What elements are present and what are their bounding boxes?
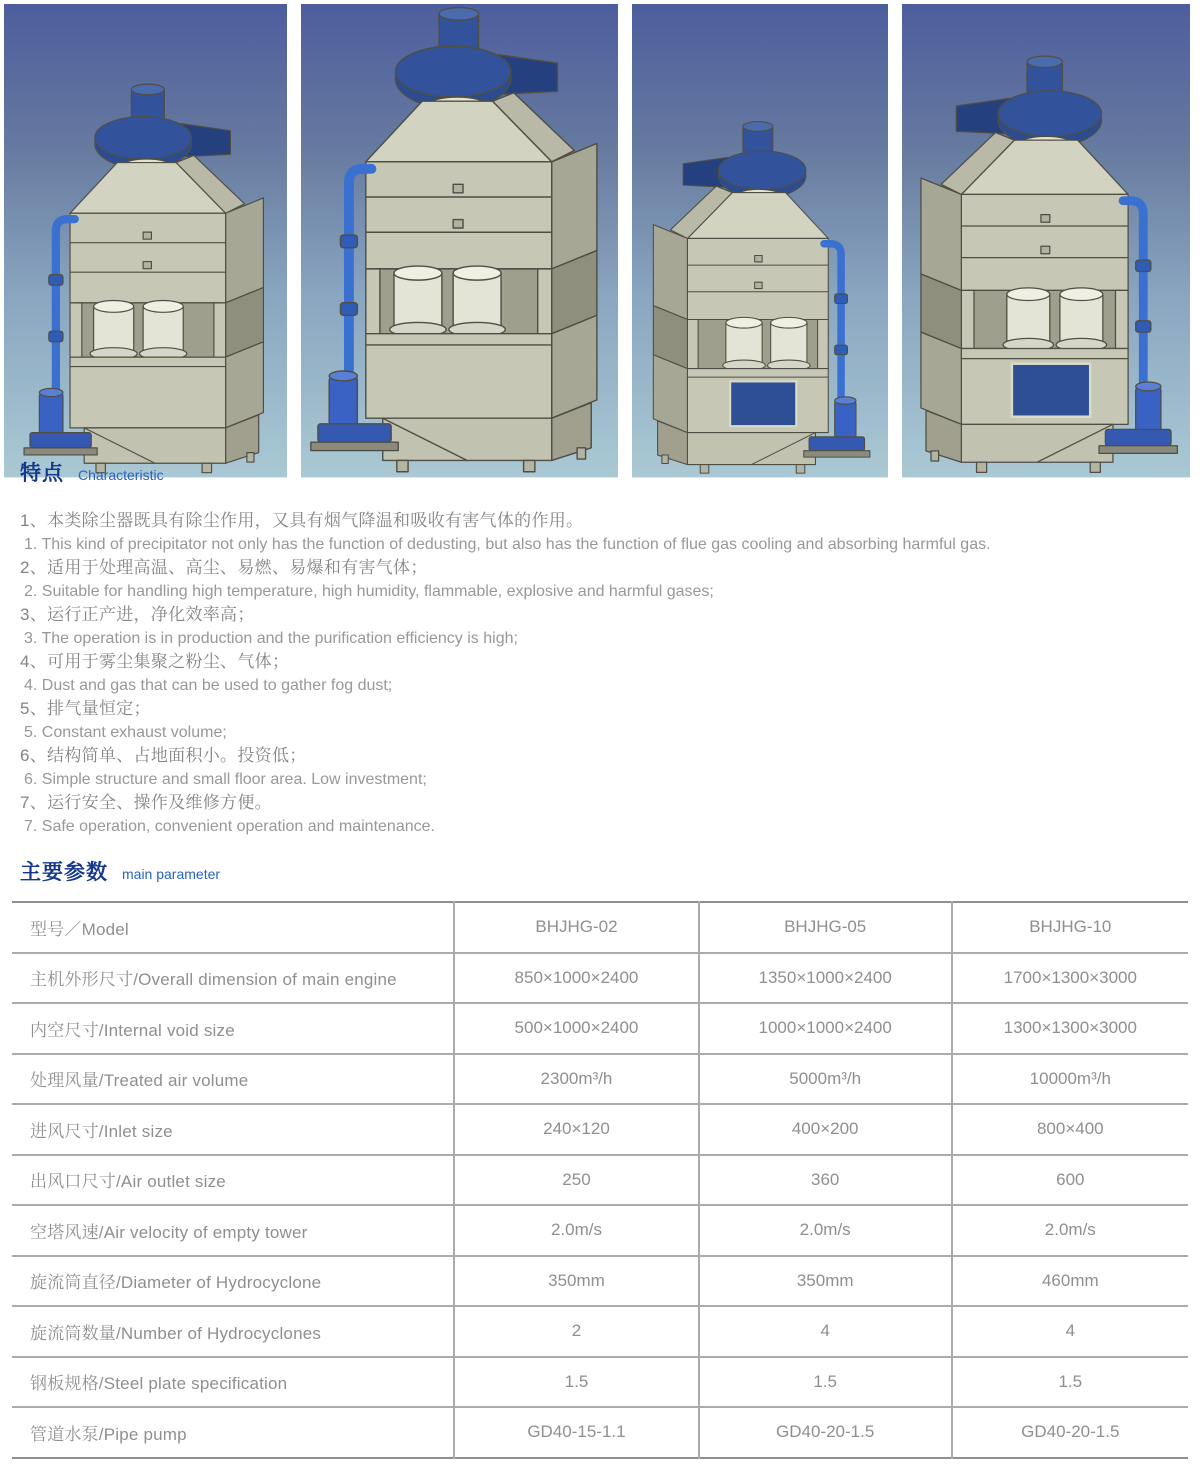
parameter-value: 2.0m/s (454, 1205, 699, 1256)
parameter-label: 出风口尺寸/Air outlet size (30, 1172, 226, 1192)
parameter-value: 2.0m/s (699, 1205, 952, 1256)
parameter-row (12, 1155, 1188, 1206)
parameter-value: 4 (952, 1306, 1188, 1357)
parameter-label: 空塔风速/Air velocity of empty tower (30, 1222, 308, 1242)
parameter-row (12, 1054, 1188, 1105)
parameter-label: 旋流筒数量/Number of Hydrocyclones (30, 1323, 322, 1343)
characteristic-item-cn: 1、本类除尘器既具有除尘作用，又具有烟气降温和吸收有害气体的作用。 (20, 511, 584, 530)
parameter-row (12, 1003, 1188, 1054)
parameter-row (12, 1407, 1188, 1458)
parameter-label: 进风尺寸/Inlet size (30, 1121, 173, 1141)
characteristic-item-cn: 6、结构简单、占地面积小。投资低； (20, 746, 307, 765)
dust-collector-illustration-2 (301, 4, 618, 477)
parameter-label: 钢板规格/Steel plate specification (30, 1374, 288, 1394)
dust-collector-illustration-1 (4, 4, 287, 477)
characteristic-item-cn: 2、适用于处理高温、高尘、易燃、易爆和有害气体； (20, 558, 428, 577)
parameters-table (12, 901, 1188, 1459)
parameter-value: 2 (454, 1306, 699, 1357)
product-render-panel-3 (632, 4, 888, 478)
characteristic-item-en: 2. Suitable for handling high temperature, high humidity, flammable, explosive and harmful gases; (24, 582, 714, 600)
parameter-value: GD40-20-1.5 (699, 1407, 952, 1458)
parameter-value: 2.0m/s (952, 1205, 1188, 1256)
parameter-value: 800×400 (952, 1104, 1188, 1155)
parameter-row (12, 1357, 1188, 1408)
characteristic-item-cn: 4、可用于雾尘集聚之粉尘、气体； (20, 652, 290, 671)
parameter-label: 处理风量/Treated air volume (30, 1071, 249, 1091)
parameter-value: 240×120 (454, 1104, 699, 1155)
parameter-value: 1.5 (699, 1357, 952, 1408)
characteristics-list (20, 509, 1180, 838)
parameter-value: 350mm (454, 1256, 699, 1307)
parameter-value: 1300×1300×3000 (952, 1003, 1188, 1054)
parameter-value: BHJHG-02 (454, 902, 699, 953)
characteristic-item-cn: 5、排气量恒定； (20, 699, 151, 718)
parameter-label: 内空尺寸/Internal void size (30, 1020, 235, 1040)
parameter-row (12, 902, 1188, 953)
parameter-value: 1700×1300×3000 (952, 953, 1188, 1004)
characteristic-item-en: 5. Constant exhaust volume; (24, 723, 227, 741)
parameter-value: BHJHG-10 (952, 902, 1188, 953)
parameter-value: 2300m³/h (454, 1054, 699, 1105)
parameter-value: 600 (952, 1155, 1188, 1206)
characteristics-title-cn: 特点 (20, 462, 64, 485)
parameter-value: 1.5 (952, 1357, 1188, 1408)
characteristic-item-cn: 3、运行正产进，净化效率高； (20, 605, 255, 624)
parameter-value: GD40-20-1.5 (952, 1407, 1188, 1458)
parameter-label: 主机外形尺寸/Overall dimension of main engine (30, 970, 397, 990)
parameter-row (12, 1104, 1188, 1155)
parameter-value: 350mm (699, 1256, 952, 1307)
parameter-value: 1.5 (454, 1357, 699, 1408)
parameter-row (12, 1306, 1188, 1357)
parameters-title (12, 856, 1188, 886)
parameter-row (12, 953, 1188, 1004)
parameter-value: 400×200 (699, 1104, 952, 1155)
characteristic-item-cn: 7、运行安全、操作及维修方便。 (20, 793, 272, 812)
characteristic-item-en: 3. The operation is in production and the purification efficiency is high; (24, 629, 518, 647)
product-render-panel-2 (301, 4, 618, 478)
characteristics-title-en: Characteristic (78, 467, 164, 483)
parameter-value: 250 (454, 1155, 699, 1206)
parameter-row (12, 1205, 1188, 1256)
dust-collector-illustration-3 (632, 4, 888, 477)
parameter-value: 460mm (952, 1256, 1188, 1307)
parameter-row (12, 1256, 1188, 1307)
characteristics-section (20, 457, 1180, 838)
characteristic-item-en: 6. Simple structure and small floor area. Low investment; (24, 770, 427, 788)
parameter-value: 500×1000×2400 (454, 1003, 699, 1054)
characteristic-item-en: 4. Dust and gas that can be used to gather fog dust; (24, 676, 393, 694)
product-render-panel-4 (902, 4, 1190, 478)
characteristic-item-en: 1. This kind of precipitator not only has the function of dedusting, but also has the function of flue gas cooling and absorbing harmful gas. (24, 535, 991, 553)
parameter-value: 1000×1000×2400 (699, 1003, 952, 1054)
parameter-value: GD40-15-1.1 (454, 1407, 699, 1458)
parameter-value: BHJHG-05 (699, 902, 952, 953)
parameter-value: 4 (699, 1306, 952, 1357)
parameters-title-cn: 主要参数 (20, 861, 108, 884)
parameter-value: 1350×1000×2400 (699, 953, 952, 1004)
parameter-label: 管道水泵/Pipe pump (30, 1424, 187, 1444)
parameter-value: 10000m³/h (952, 1054, 1188, 1105)
parameter-value: 5000m³/h (699, 1054, 952, 1105)
dust-collector-illustration-4 (902, 4, 1190, 477)
parameter-value: 850×1000×2400 (454, 953, 699, 1004)
parameters-title-en: main parameter (122, 866, 221, 882)
parameter-label: 型号／Model (30, 919, 129, 939)
characteristic-item-en: 7. Safe operation, convenient operation and maintenance. (24, 817, 435, 835)
parameters-section (12, 856, 1188, 1459)
product-render-panel-1 (4, 4, 287, 478)
parameter-label: 旋流筒直径/Diameter of Hydrocyclone (30, 1273, 322, 1293)
product-gallery (4, 4, 1190, 350)
characteristics-title (20, 457, 1180, 487)
parameter-value: 360 (699, 1155, 952, 1206)
